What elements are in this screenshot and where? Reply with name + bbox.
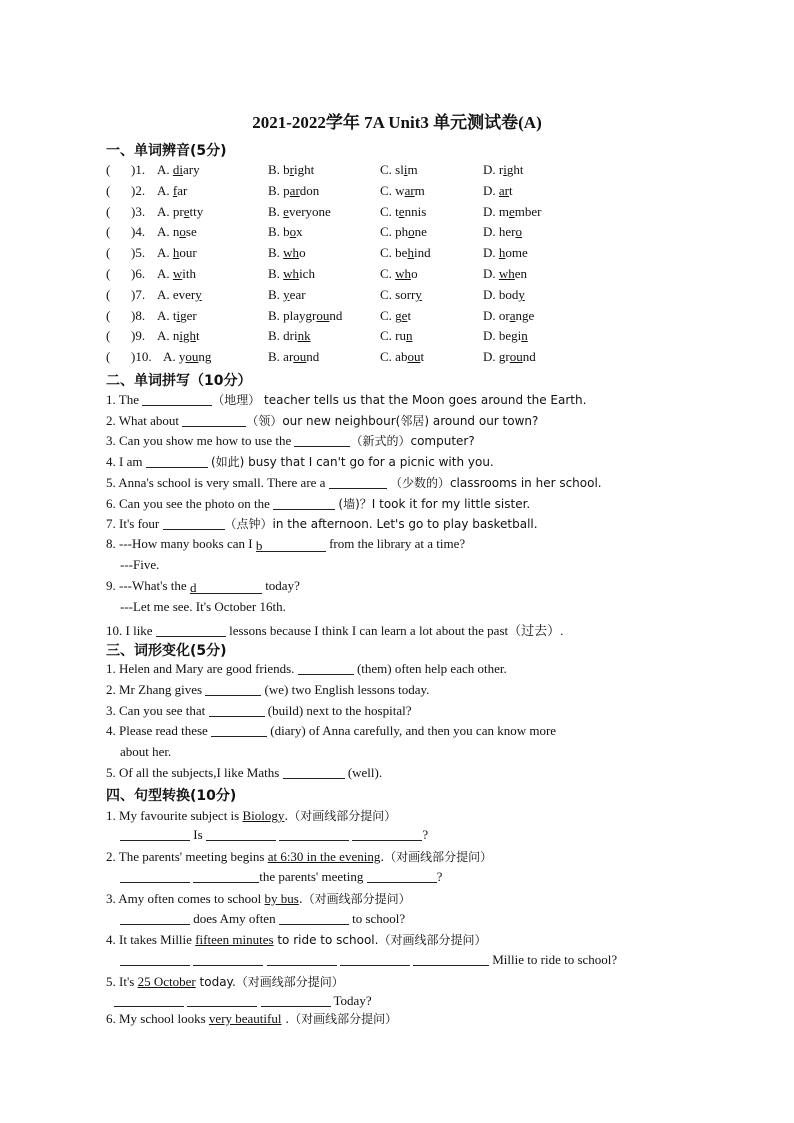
- option-a: A. tiger: [157, 308, 197, 323]
- option-c: C. warm: [380, 183, 425, 198]
- spelling-q10: 10. I like lessons because I think I can learn a lot about the past（过去）.: [106, 623, 564, 638]
- option-a: A. with: [157, 266, 197, 281]
- transform-q2-answer: the parents' meeting ?: [120, 869, 442, 885]
- answer-paren[interactable]: (: [106, 287, 111, 302]
- question-number: )2.: [131, 183, 146, 198]
- option-c: C. behind: [380, 245, 431, 260]
- option-d: D. hero: [483, 224, 522, 239]
- spelling-q4: 4. I am (如此) busy that I can't go for a picnic with you.: [106, 454, 494, 469]
- option-a: A. hour: [157, 245, 197, 260]
- answer-blank[interactable]: [182, 413, 246, 427]
- option-c: C. run: [380, 328, 413, 343]
- answer-blank[interactable]: [413, 952, 489, 966]
- option-d: D. right: [483, 162, 524, 177]
- option-c: C. slim: [380, 162, 418, 177]
- answer-paren[interactable]: (: [106, 162, 111, 177]
- wordform-q4: 4. Please read these (diary) of Anna carefully, and then you can know more: [106, 723, 557, 738]
- question-number: )7.: [131, 287, 146, 302]
- answer-blank[interactable]: [298, 661, 354, 675]
- answer-blank[interactable]: b: [256, 538, 326, 552]
- transform-q5-answer: Today?: [114, 993, 372, 1009]
- option-a: A. pretty: [157, 204, 204, 219]
- section-1-heading: 一、单词辨音(5分): [106, 143, 227, 159]
- spelling-q7: 7. It's four （点钟）in the afternoon. Let's go to play basketball.: [106, 516, 538, 531]
- option-a: A. nose: [157, 224, 197, 239]
- spelling-q1: 1. The （地理） teacher tells us that the Moon goes around the Earth.: [106, 392, 587, 407]
- wordform-q3: 3. Can you see that (build) next to the hospital?: [106, 703, 412, 718]
- transform-q2: 2. The parents' meeting begins at 6:30 in the evening.（对画线部分提问）: [106, 849, 493, 864]
- option-b: B. around: [268, 349, 320, 364]
- answer-paren[interactable]: (: [106, 266, 111, 281]
- option-a: A. every: [157, 287, 202, 302]
- option-d: D. orange: [483, 308, 535, 323]
- section-2-heading: 二、单词拼写（10分）: [106, 373, 252, 389]
- answer-paren[interactable]: (: [106, 224, 111, 239]
- answer-blank[interactable]: [142, 392, 212, 406]
- answer-blank[interactable]: [367, 869, 437, 883]
- spelling-q5: 5. Anna's school is very small. There are a （少数的）classrooms in her school.: [106, 475, 602, 490]
- answer-blank[interactable]: [156, 623, 226, 637]
- option-b: B. which: [268, 266, 315, 281]
- answer-paren[interactable]: (: [106, 328, 111, 343]
- option-b: B. pardon: [268, 183, 320, 198]
- answer-blank[interactable]: [120, 827, 190, 841]
- spelling-q8: 8. ---How many books can I b from the library at a time?: [106, 536, 466, 553]
- spelling-q9: 9. ---What's the d today?: [106, 578, 300, 595]
- spelling-q2: 2. What about （领）our new neighbour(邻居) around our town?: [106, 413, 539, 428]
- question-number: )3.: [131, 204, 146, 219]
- section-3-heading: 三、词形变化(5分): [106, 643, 227, 659]
- option-d: D. begin: [483, 328, 528, 343]
- answer-paren[interactable]: (: [106, 349, 111, 364]
- option-c: C. who: [380, 266, 418, 281]
- option-d: D. body: [483, 287, 525, 302]
- option-d: D. art: [483, 183, 513, 198]
- spelling-q3: 3. Can you show me how to use the （新式的）computer?: [106, 433, 475, 448]
- option-a: A. far: [157, 183, 188, 198]
- option-a: A. night: [157, 328, 200, 343]
- answer-blank[interactable]: [209, 703, 265, 717]
- spelling-q9-answer: ---Let me see. It's October 16th.: [120, 599, 286, 614]
- transform-q3-answer: does Amy often to school?: [120, 911, 405, 927]
- question-number: )10.: [131, 349, 152, 364]
- question-number: )4.: [131, 224, 146, 239]
- answer-blank[interactable]: [352, 827, 422, 841]
- spelling-q8-answer: ---Five.: [120, 557, 160, 572]
- option-a: A. young: [163, 349, 212, 364]
- answer-blank[interactable]: [329, 475, 387, 489]
- answer-blank[interactable]: [193, 952, 263, 966]
- option-b: B. who: [268, 245, 306, 260]
- answer-blank[interactable]: [120, 869, 190, 883]
- transform-q1: 1. My favourite subject is Biology.（对画线部分提问）: [106, 808, 397, 823]
- option-b: B. everyone: [268, 204, 331, 219]
- answer-paren[interactable]: (: [106, 204, 111, 219]
- answer-paren[interactable]: (: [106, 308, 111, 323]
- wordform-q5: 5. Of all the subjects,I like Maths (well).: [106, 765, 383, 780]
- question-number: )1.: [131, 162, 146, 177]
- question-number: )8.: [131, 308, 146, 323]
- answer-blank[interactable]: [294, 433, 350, 447]
- option-c: C. about: [380, 349, 425, 364]
- answer-blank[interactable]: [261, 993, 331, 1007]
- question-number: )5.: [131, 245, 146, 260]
- option-d: D. home: [483, 245, 528, 260]
- option-c: C. sorry: [380, 287, 422, 302]
- answer-blank[interactable]: [211, 723, 267, 737]
- option-b: B. playground: [268, 308, 343, 323]
- answer-blank[interactable]: d: [190, 580, 262, 594]
- transform-q1-answer: Is ?: [120, 827, 428, 843]
- answer-blank[interactable]: [206, 827, 276, 841]
- answer-blank[interactable]: [205, 682, 261, 696]
- spelling-q6: 6. Can you see the photo on the (墙)？I took it for my little sister.: [106, 496, 531, 511]
- answer-paren[interactable]: (: [106, 183, 111, 198]
- option-d: D. when: [483, 266, 528, 281]
- answer-blank[interactable]: [114, 993, 184, 1007]
- transform-q3: 3. Amy often comes to school by bus.（对画线部分提问）: [106, 891, 411, 906]
- option-d: D. member: [483, 204, 542, 219]
- answer-blank[interactable]: [283, 765, 345, 779]
- answer-blank[interactable]: [193, 869, 259, 883]
- answer-blank[interactable]: [146, 454, 208, 468]
- option-b: B. drink: [268, 328, 311, 343]
- section-4-heading: 四、句型转换(10分): [106, 788, 237, 804]
- answer-blank[interactable]: [267, 952, 337, 966]
- option-a: A. diary: [157, 162, 200, 177]
- answer-blank[interactable]: [187, 993, 257, 1007]
- question-number: )6.: [131, 266, 146, 281]
- answer-blank[interactable]: [279, 827, 349, 841]
- wordform-q4-cont: about her.: [120, 744, 172, 759]
- option-c: C. phone: [380, 224, 427, 239]
- option-d: D. ground: [483, 349, 536, 364]
- transform-q5: 5. It's 25 October today.（对画线部分提问）: [106, 974, 344, 989]
- wordform-q1: 1. Helen and Mary are good friends. (them) often help each other.: [106, 661, 507, 676]
- answer-blank[interactable]: [340, 952, 410, 966]
- transform-q4-answer: Millie to ride to school?: [120, 952, 617, 968]
- answer-blank[interactable]: [279, 911, 349, 925]
- question-number: )9.: [131, 328, 146, 343]
- option-b: B. year: [268, 287, 306, 302]
- option-b: B. box: [268, 224, 303, 239]
- answer-blank[interactable]: [273, 496, 335, 510]
- page-title: 2021-2022学年 7A Unit3 单元测试卷(A): [252, 113, 542, 132]
- answer-blank[interactable]: [120, 952, 190, 966]
- answer-paren[interactable]: (: [106, 245, 111, 260]
- option-c: C. tennis: [380, 204, 427, 219]
- answer-blank[interactable]: [120, 911, 190, 925]
- wordform-q2: 2. Mr Zhang gives (we) two English lessons today.: [106, 682, 430, 697]
- option-b: B. bright: [268, 162, 315, 177]
- transform-q4: 4. It takes Millie fifteen minutes to ride to school.（对画线部分提问）: [106, 932, 487, 947]
- transform-q6: 6. My school looks very beautiful .（对画线部分提问）: [106, 1011, 398, 1026]
- answer-blank[interactable]: [163, 516, 225, 530]
- option-c: C. get: [380, 308, 412, 323]
